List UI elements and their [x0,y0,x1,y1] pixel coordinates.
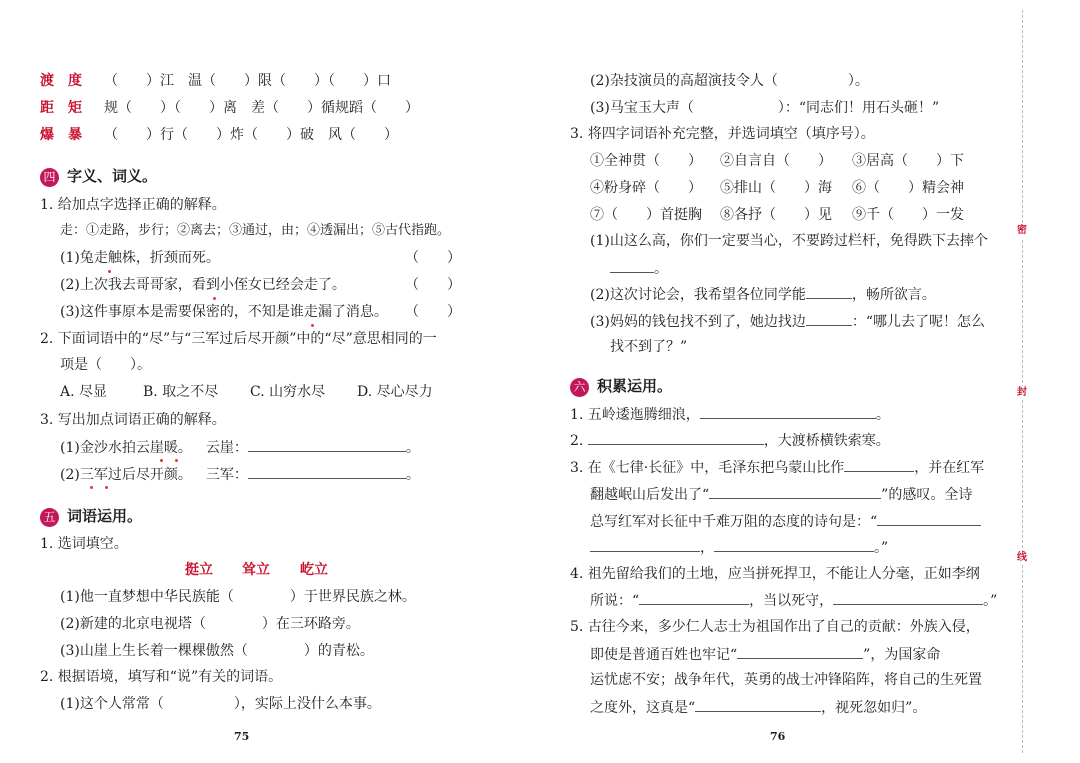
answer-line[interactable] [737,644,863,659]
question-5-2: 2. 根据语境，填写和“说”有关的词语。 [40,669,283,685]
answer-line[interactable] [806,311,852,326]
sub-item-1: (1)这个人常常（ ），实际上没什么本事。 [60,696,381,712]
answer-line[interactable] [806,284,852,299]
answer-line[interactable] [248,437,406,452]
char-pair-blanks: （ ）行（ ）炸（ ）破 风（ ） [104,127,398,143]
idiom-6: ⑥（ ）精会神 [852,180,964,196]
question-3: 3. 将四字词语补充完整，并选词填空（填序号）。 [570,126,875,142]
section-title: 词语运用。 [67,507,143,525]
page-number: 76 [770,730,786,743]
item-1: 1. 五岭逶迤腾细浪， 。 [570,404,890,424]
sub-item-2: (2)新建的北京电视塔（ ）在三环路旁。 [60,616,360,632]
item-4-line2: 所说：“ ，当以死守， 。” [590,590,997,610]
section-4-heading [40,165,157,187]
section-number-badge: 六 [570,378,589,397]
item-3-line3: 总写红军对长征中千难万阻的态度的诗句是：“ [590,511,981,531]
answer-line[interactable] [639,590,749,605]
answer-line[interactable] [877,511,981,526]
sub-item-2: (2)杂技演员的高超演技令人（ ）。 [590,73,869,89]
sub-item-1: (1)金沙水拍云崖暖。 云崖： 。 [60,437,420,457]
char-pair-row-3 [40,125,398,145]
answer-line[interactable] [700,404,876,419]
section-number-badge: 四 [40,168,59,187]
question-4-2-line1: 2. 下面词语中的“尽”与“三军过后尽开颜”中的“尽”意思相同的一 [40,331,437,347]
char-pair-label: 渡 度 [40,73,82,89]
section-5-heading [40,505,142,527]
idiom-8: ⑧各抒（ ）见 [720,207,832,223]
sub-item-3: (3)这件事原本是需要保密的，不知是谁走漏了消息。 [60,304,388,320]
item-5-line2: 即使是普通百姓也牢记“ ”，为国家命 [590,644,940,664]
char-pair-label: 爆 暴 [40,127,82,143]
sub-item-2: (2)上次我去哥哥家，看到小侄女已经会走了。 [60,277,346,293]
emphasis-dot [213,297,216,300]
question-4-3: 3. 写出加点词语正确的解释。 [40,412,226,428]
answer-blank[interactable]: （ ） [405,250,461,266]
sub-item-3: (3)马宝玉大声（ ）：“同志们！用石头砸！” [590,100,940,116]
sub-item-1: (1)兔走触株，折颈而死。 [60,250,220,266]
sub-item-1-line1: (1)山这么高，你们一定要当心，不要跨过栏杆，免得跌下去摔个 [590,233,988,249]
idiom-5: ⑤排山（ ）海 [720,180,832,196]
emphasis-dot [160,459,163,462]
char-pair-blanks: （ ）江 温（ ）限（ ）（ ）口 [104,73,391,89]
char-pair-row-1 [40,71,391,91]
item-5-line3: 运忧虑不安；战争年代，英勇的战士冲锋陷阵，将自己的生死置 [590,672,982,688]
option-b: B. 取之不尽 [143,384,219,400]
section-title: 字义、词义。 [67,167,158,185]
item-3-line2: 翻越岷山后发出了“ ”的感叹。全诗 [590,484,972,504]
emphasis-dot [90,486,93,489]
idiom-2: ②自言自（ ） [720,153,832,169]
question-4-2-line2: 项是（ ）。 [60,357,151,373]
sub-item-3: (3)山崖上生长着一棵棵傲然（ ）的青松。 [60,643,374,659]
seal-mark: 线 [1017,552,1027,563]
answer-line[interactable] [714,537,874,552]
answer-line[interactable] [590,537,700,552]
question-5-1: 1. 选词填空。 [40,536,128,552]
sub-item-2: (2)三军过后尽开颜。 三军： 。 [60,464,420,484]
answer-blank[interactable]: （ ） [405,277,461,293]
item-3-line4: ， 。” [590,537,888,557]
answer-line[interactable] [610,258,654,273]
sub-item-3-line2: 找不到了？” [610,339,688,355]
idiom-1: ①全神贯（ ） [590,153,702,169]
word-choice-3: 屹立 [300,562,328,578]
char-pair-blanks: 规（ ）（ ）离 差（ ）循规蹈（ ） [104,100,419,116]
idiom-7: ⑦（ ）首挺胸 [590,207,702,223]
word-choice-1: 挺立 [185,562,213,578]
emphasis-dot [175,459,178,462]
item-5-line1: 5. 古往今来，多少仁人志士为祖国作出了自己的贡献：外族入侵， [570,619,980,635]
idiom-4: ④粉身碎（ ） [590,180,702,196]
emphasis-dot [311,324,314,327]
sub-item-3-line1: (3)妈妈的钱包找不到了，她边找边 ：“哪儿去了呢！怎么 [590,311,985,331]
option-d: D. 尽心尽力 [357,384,433,400]
char-pair-row-2 [40,98,419,118]
char-pair-label: 距 矩 [40,100,82,116]
emphasis-dot [108,270,111,273]
idiom-3: ③居高（ ）下 [852,153,964,169]
answer-line[interactable] [709,484,881,499]
right-page [540,0,1030,763]
word-choice-2: 耸立 [242,562,270,578]
page-number: 75 [234,730,250,743]
section-6-heading [570,375,672,397]
option-a: A. 尽显 [60,384,108,400]
answer-line[interactable] [844,457,914,472]
binding-cut-line [1022,10,1023,753]
sub-item-1: (1)他一直梦想中华民族能（ ）于世界民族之林。 [60,589,416,605]
seal-mark: 封 [1017,387,1027,398]
section-title: 积累运用。 [597,377,673,395]
answer-line[interactable] [695,697,821,712]
section-number-badge: 五 [40,508,59,527]
answer-line[interactable] [248,464,406,479]
seal-mark: 密 [1017,225,1027,236]
definition-list: 走：①走路，步行；②离去；③通过，由；④透漏出；⑤古代指跑。 [60,223,451,238]
answer-line[interactable] [833,590,983,605]
option-c: C. 山穷水尽 [250,384,326,400]
item-3-line1: 3. 在《七律·长征》中，毛泽东把乌蒙山比作 ，并在红军 [570,457,984,477]
emphasis-dot [105,486,108,489]
sub-item-2: (2)这次讨论会，我希望各位同学能 ，畅所欲言。 [590,284,936,304]
sub-item-1-line2: 。 [610,258,668,278]
item-4-line1: 4. 祖先留给我们的土地，应当拼死捍卫，不能让人分毫，正如李纲 [570,566,980,582]
answer-line[interactable] [588,430,764,445]
answer-blank[interactable]: （ ） [405,304,461,320]
idiom-9: ⑨千（ ）一发 [852,207,964,223]
item-2: 2. ，大渡桥横铁索寒。 [570,430,890,450]
question-4-1: 1. 给加点字选择正确的解释。 [40,197,226,213]
item-5-line4: 之度外，这真是“ ，视死忽如归”。 [590,697,926,717]
